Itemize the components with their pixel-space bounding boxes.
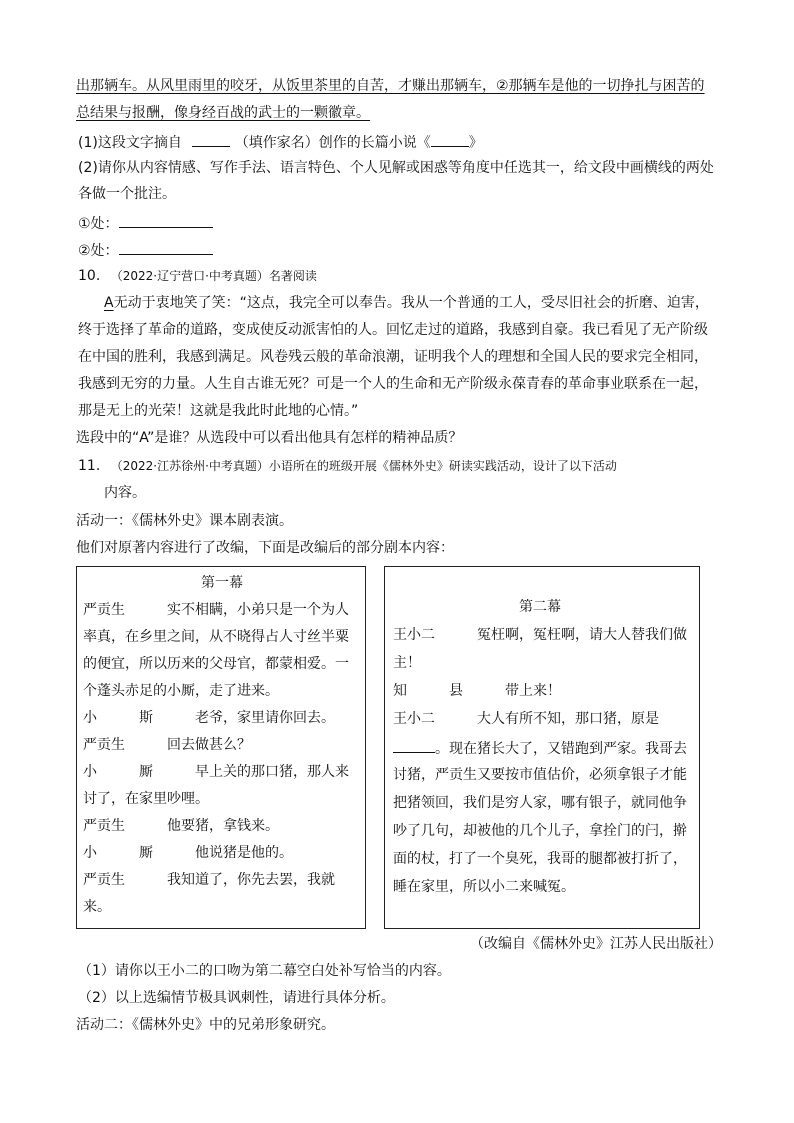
q9-sub2-line1: (2)请你从内容情感、写作手法、语言特色、个人见解或困惑等角度中任选其一，给文段中画横线的两处 [78, 160, 714, 176]
q10-para-2: 终于选择了革命的道路，变成使反动派害怕的人。回忆走过的道路，我感到自豪。我已看见了无产阶级 [78, 322, 708, 338]
q9-sub1: (1)这段文字摘自 （填作家名）创作的长篇小说《 》 [78, 131, 483, 153]
activity-2: 活动二：《儒林外史》中的兄弟形象研究。 [76, 1017, 335, 1033]
scene-1-line: 个蓬头赤足的小厮，走了进来。 [83, 683, 279, 699]
scene-1-line: 严贡生 实不相瞒，小弟只是一个为人 [83, 602, 349, 618]
scene-1-line: 小 厮 他说猪是他的。 [83, 845, 293, 861]
scene-1-line: 严贡生 我知道了，你先去罢，我就 [83, 872, 335, 888]
scene-1-line: 的便宜，所以历来的父母官，都蒙相爱。一 [83, 656, 349, 672]
q10-para-4: 我感到无穷的力量。人生自古谁无死？可是一个人的生命和无产阶级永葆青春的革命事业联系在一起， [78, 376, 708, 392]
scene-2-line: 吵了几句，却被他的几个儿子，拿拴门的闩，擀 [393, 823, 687, 839]
q11-intro: （2022·江苏徐州·中考真题）小语所在的班级开展《儒林外史》研读实践活动，设计了以下活动 [110, 459, 617, 473]
point1-blank[interactable] [119, 212, 213, 228]
scene-2-title: 第二幕 [519, 599, 561, 615]
point2-blank[interactable] [119, 239, 213, 255]
scene-2-fill-line: 。现在猪长大了，又错跑到严家。我哥去 [393, 737, 687, 759]
underlined-text-3: 总结果与报酬，像身经百战的武士的一颗徽章。 [76, 105, 370, 121]
credit: （改编自《儒林外史》江苏人民出版社） [470, 936, 722, 952]
scene-1-line: 严贡生 回去做甚么？ [83, 737, 251, 753]
q10-number: 10. [78, 268, 101, 284]
q10-para-3: 在中国的胜利，我感到满足。风卷残云般的革命浪潮，证明我个人的理想和全国人民的要求完全相同， [78, 349, 708, 365]
adapt-note: 他们对原著内容进行了改编，下面是改编后的部分剧本内容： [76, 540, 454, 556]
scene-1-line: 讨了，在家里吵哩。 [83, 791, 209, 807]
passage-line-1 [76, 76, 705, 96]
scene-2-line: 把猪领回，我们是穷人家，哪有银子，就同他争 [393, 795, 687, 811]
q9-sub2-line2: 各做一个批注。 [78, 186, 176, 202]
scene-2-line: 讨猪，严贡生又要按市值估价，必须拿银子才能 [393, 767, 687, 783]
novel-blank[interactable] [431, 131, 469, 147]
q10-header [78, 266, 317, 286]
underlined-text-2: ②那辆车是他的一切挣扎与困苦的 [496, 78, 705, 94]
scene-2-line: 王小二 大人有所不知，那口猪，原是 [393, 711, 659, 727]
scene-2-line: 面的杖，打了一个臭死，我哥的腿都被打折了， [393, 851, 687, 867]
speaker-a: A [104, 295, 114, 311]
activity-1: 活动一：《儒林外史》课本剧表演。 [76, 513, 293, 529]
underlined-text-1: 出那辆车。从风里雨里的咬牙，从饭里茶里的自苦，才赚出那辆车， [76, 78, 496, 94]
scene-1-line: 率真，在乡里之间，从不晓得占人寸丝半粟 [83, 629, 349, 645]
q10-question: 选段中的“A”是谁？从选段中可以看出他具有怎样的精神品质？ [76, 430, 463, 446]
scene-2-line: 王小二 冤枉啊，冤枉啊，请大人替我们做 [393, 627, 687, 643]
author-blank[interactable] [192, 131, 230, 147]
scene-2-line: 主！ [393, 655, 421, 671]
q9-point2: ②处： [78, 239, 213, 261]
q9-point1: ①处： [78, 212, 213, 234]
q10-para-1: A无动于衷地笑了笑：“这点，我完全可以奉告。我从一个普通的工人，受尽旧社会的折磨、迫害， [104, 295, 709, 311]
passage-line-2 [76, 103, 370, 123]
q11-number: 11. [78, 458, 101, 474]
scene-1-box [76, 566, 366, 929]
q10-para-5: 那是无上的光荣！这就是我此时此地的心情。” [78, 403, 359, 419]
scene-2-line: 睡在家里，所以小二来喊冤。 [393, 879, 575, 895]
q10-source: （2022·辽宁营口·中考真题）名著阅读 [110, 269, 317, 283]
scene-1-line: 小 斯 老爷，家里请你回去。 [83, 710, 335, 726]
scene-1-title: 第一幕 [201, 575, 243, 591]
q11-intro-line2: 内容。 [104, 485, 146, 501]
scene-1-line: 来。 [83, 899, 111, 915]
scene-2-line: 知 县 带上来！ [393, 683, 561, 699]
q11-header [78, 456, 617, 476]
scene-2-box [384, 566, 700, 929]
q11-sub2: （2）以上选编情节极具讽刺性，请进行具体分析。 [78, 990, 395, 1006]
scene-1-line: 小 厮 早上关的那口猪，那人来 [83, 764, 349, 780]
scene-2-blank[interactable] [393, 737, 435, 753]
scene-1-line: 严贡生 他要猪，拿钱来。 [83, 818, 279, 834]
q11-sub1: （1）请你以王小二的口吻为第二幕空白处补写恰当的内容。 [78, 963, 451, 979]
